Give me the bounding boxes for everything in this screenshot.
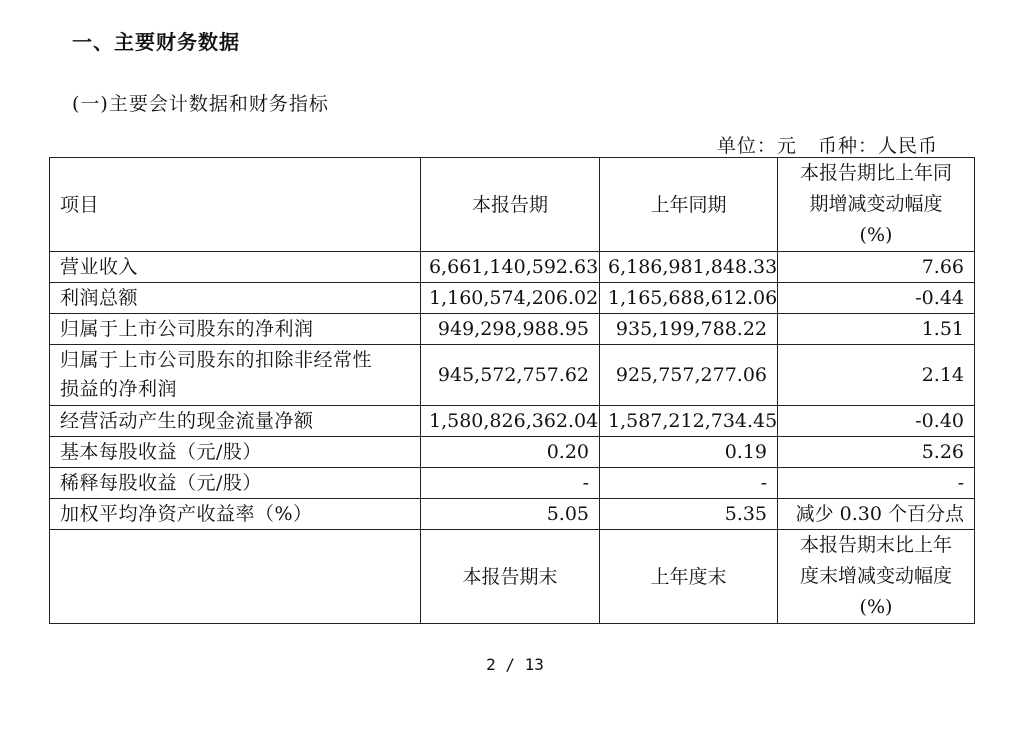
table-row bbox=[50, 283, 975, 314]
table-row bbox=[50, 314, 975, 345]
row-label: 基本每股收益（元/股） bbox=[50, 437, 421, 468]
header-item: 项目 bbox=[50, 158, 421, 252]
header-change-line: 本报告期比上年同 bbox=[799, 162, 952, 184]
section-title: 一、主要财务数据 bbox=[72, 30, 240, 54]
page-number: 2 / 13 bbox=[486, 655, 544, 674]
row-label bbox=[50, 345, 421, 406]
row-label: 稀释每股收益（元/股） bbox=[50, 468, 421, 499]
row-label: 利润总额 bbox=[50, 283, 421, 314]
row-prior-value: 925,757,277.06 bbox=[600, 345, 778, 406]
header2-current-period-end: 本报告期末 bbox=[421, 530, 600, 624]
row-label: 经营活动产生的现金流量净额 bbox=[50, 406, 421, 437]
row-current-value: 949,298,988.95 bbox=[421, 314, 600, 345]
row-prior-value: 6,186,981,848.33 bbox=[600, 252, 778, 283]
row-label-line: 损益的净利润 bbox=[60, 378, 178, 400]
row-label: 归属于上市公司股东的净利润 bbox=[50, 314, 421, 345]
row-change-value: 减少 0.30 个百分点 bbox=[778, 499, 975, 530]
row-prior-value: 935,199,788.22 bbox=[600, 314, 778, 345]
row-change-value: 5.26 bbox=[778, 437, 975, 468]
row-current-value: 5.05 bbox=[421, 499, 600, 530]
table-row bbox=[50, 406, 975, 437]
row-label: 营业收入 bbox=[50, 252, 421, 283]
header-current-period: 本报告期 bbox=[421, 158, 600, 252]
table-row bbox=[50, 499, 975, 530]
row-label: 加权平均净资产收益率（%） bbox=[50, 499, 421, 530]
row-change-value: 2.14 bbox=[778, 345, 975, 406]
row-prior-value: 1,587,212,734.45 bbox=[600, 406, 778, 437]
row-prior-value: 5.35 bbox=[600, 499, 778, 530]
row-current-value: 0.20 bbox=[421, 437, 600, 468]
header2-change-line: 本报告期末比上年 bbox=[799, 534, 952, 556]
financial-data-table bbox=[49, 157, 975, 624]
row-prior-value: 0.19 bbox=[600, 437, 778, 468]
table-row bbox=[50, 468, 975, 499]
row-prior-value: 1,165,688,612.06 bbox=[600, 283, 778, 314]
header-change-line: (%) bbox=[859, 224, 893, 246]
row-current-value: 945,572,757.62 bbox=[421, 345, 600, 406]
row-change-value: - bbox=[778, 468, 975, 499]
table-row bbox=[50, 437, 975, 468]
row-prior-value: - bbox=[600, 468, 778, 499]
header2-change-line: 度末增减变动幅度 bbox=[799, 565, 952, 587]
row-current-value: - bbox=[421, 468, 600, 499]
row-label-line: 归属于上市公司股东的扣除非经常性 bbox=[60, 349, 373, 371]
unit-currency-note: 单位：元 币种：人民币 bbox=[716, 135, 938, 157]
row-current-value: 1,580,826,362.04 bbox=[421, 406, 600, 437]
row-change-value: 7.66 bbox=[778, 252, 975, 283]
header2-item bbox=[50, 530, 421, 624]
header-change-line: 期增减变动幅度 bbox=[809, 193, 943, 215]
sub-title: (一)主要会计数据和财务指标 bbox=[72, 93, 329, 115]
table-row bbox=[50, 345, 975, 406]
row-change-value: 1.51 bbox=[778, 314, 975, 345]
row-change-value: -0.40 bbox=[778, 406, 975, 437]
row-current-value: 6,661,140,592.63 bbox=[421, 252, 600, 283]
header-prior-period: 上年同期 bbox=[600, 158, 778, 252]
header-change-percent bbox=[778, 158, 975, 252]
table-header-row-period-end bbox=[50, 530, 975, 624]
header2-change-percent bbox=[778, 530, 975, 624]
row-change-value: -0.44 bbox=[778, 283, 975, 314]
header2-change-line: (%) bbox=[859, 596, 893, 618]
table-header-row bbox=[50, 158, 975, 252]
row-current-value: 1,160,574,206.02 bbox=[421, 283, 600, 314]
table-row bbox=[50, 252, 975, 283]
header2-prior-year-end: 上年度末 bbox=[600, 530, 778, 624]
